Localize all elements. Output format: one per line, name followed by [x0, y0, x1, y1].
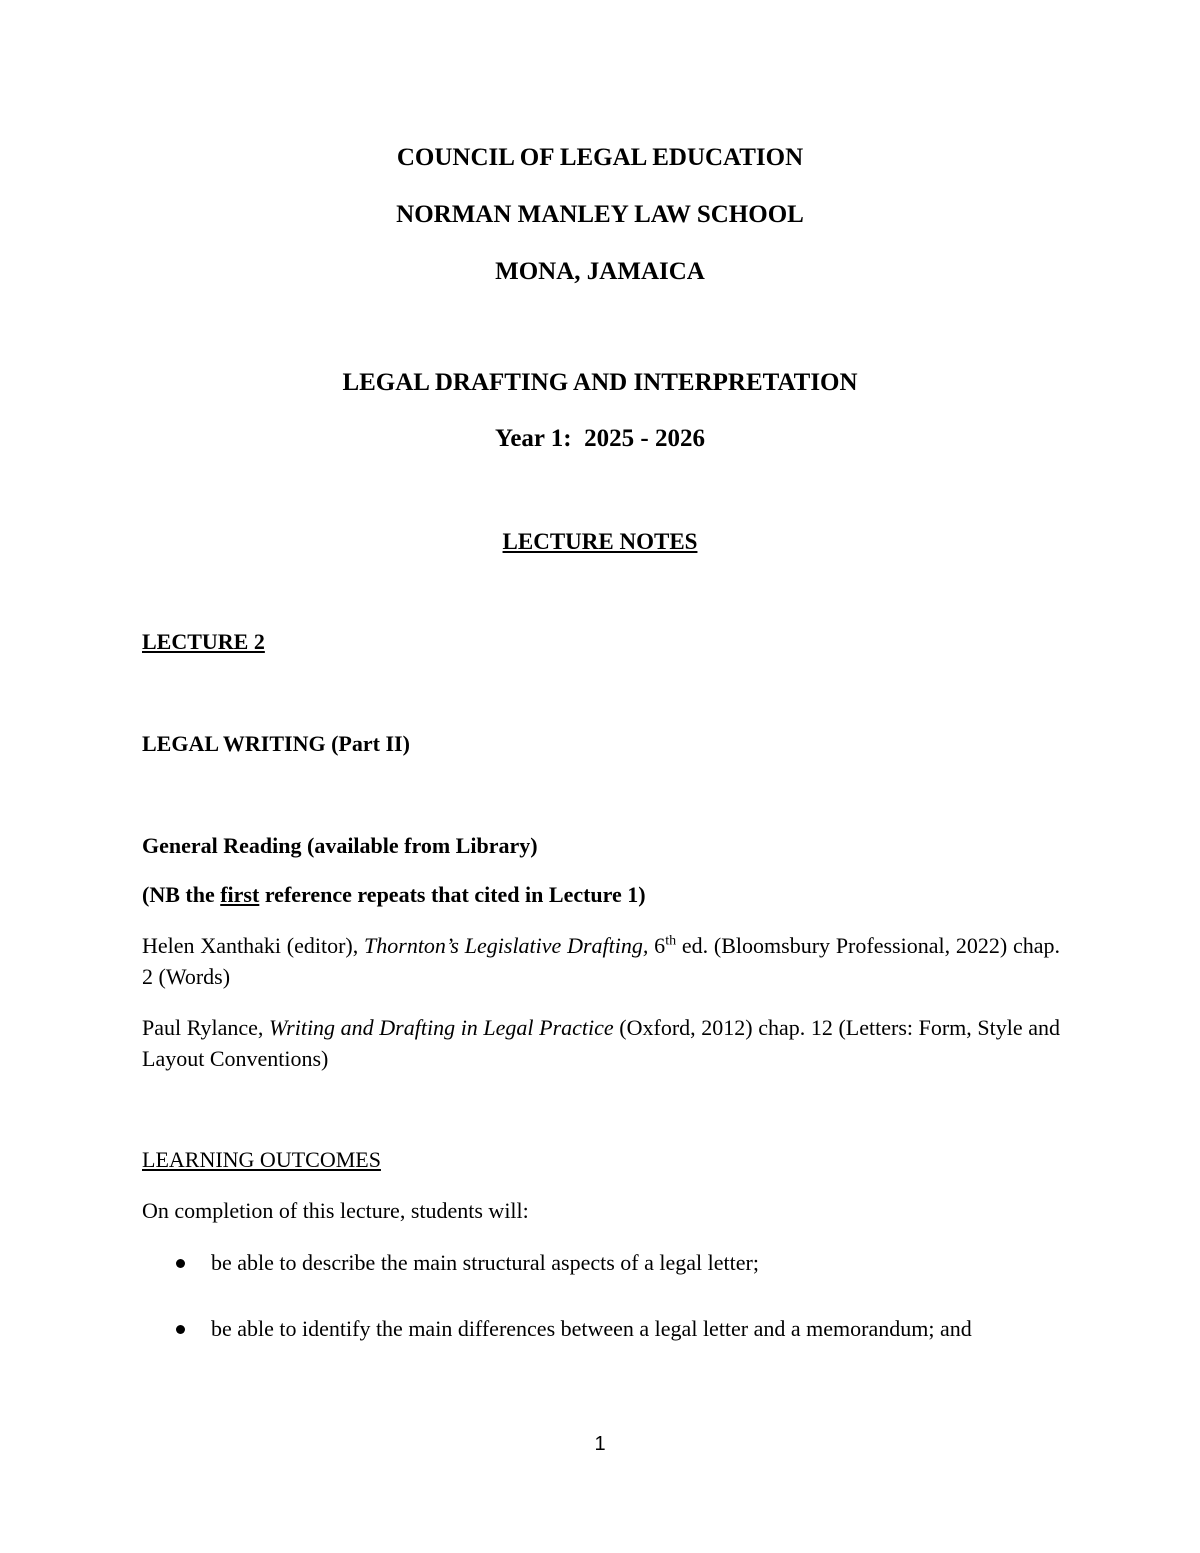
reference-2-rest: (Oxford, 2012) chap. 12 (Letters: Form, Style and Layout Conventions) — [142, 1015, 1061, 1071]
bullet-icon — [176, 1259, 185, 1268]
lecture-number: LECTURE 2 — [142, 629, 265, 654]
outcome-item-text: be able to identify the main differences between a legal letter and a memorandum; and — [211, 1316, 972, 1341]
header-location: MONA, JAMAICA — [495, 258, 705, 285]
reference-2-author: Paul Rylance, — [142, 1015, 270, 1040]
reference-1-edition: 6 — [648, 933, 666, 958]
reading-note-pre: (NB the — [142, 882, 221, 907]
bullet-icon — [176, 1325, 185, 1334]
reference-1 — [142, 930, 1060, 992]
course-title: LEGAL DRAFTING AND INTERPRETATION — [342, 369, 858, 396]
header-council: COUNCIL OF LEGAL EDUCATION — [396, 144, 804, 171]
reference-1-rest: ed. (Bloomsbury Professional, 2022) chap. 2 (Words) — [142, 933, 1061, 989]
reference-1-author: Helen Xanthaki (editor), — [142, 933, 365, 958]
reference-1-edition-sup: th — [665, 933, 677, 949]
section-title — [0, 527, 1200, 557]
reference-2 — [142, 1012, 1060, 1074]
reference-1-title: Thornton’s Legislative Drafting, — [364, 933, 649, 958]
header-school: NORMAN MANLEY LAW SCHOOL — [396, 201, 804, 228]
section-title-text: LECTURE NOTES — [502, 529, 698, 554]
page-number: 1 — [594, 1433, 606, 1455]
reading-heading: General Reading (available from Library) — [142, 833, 538, 858]
outcomes-heading: LEARNING OUTCOMES — [142, 1147, 381, 1172]
reading-note-post: reference repeats that cited in Lecture 1) — [259, 882, 646, 907]
reading-note — [142, 880, 646, 910]
outcomes-intro: On completion of this lecture, students will: — [142, 1198, 529, 1223]
course-year: Year 1: 2025 - 2026 — [495, 425, 705, 452]
reference-2-title: Writing and Drafting in Legal Practice — [269, 1015, 614, 1040]
reading-note-emph: first — [220, 882, 260, 907]
outcome-item-text: be able to describe the main structural aspects of a legal letter; — [211, 1250, 759, 1275]
lecture-topic: LEGAL WRITING (Part II) — [142, 731, 410, 756]
